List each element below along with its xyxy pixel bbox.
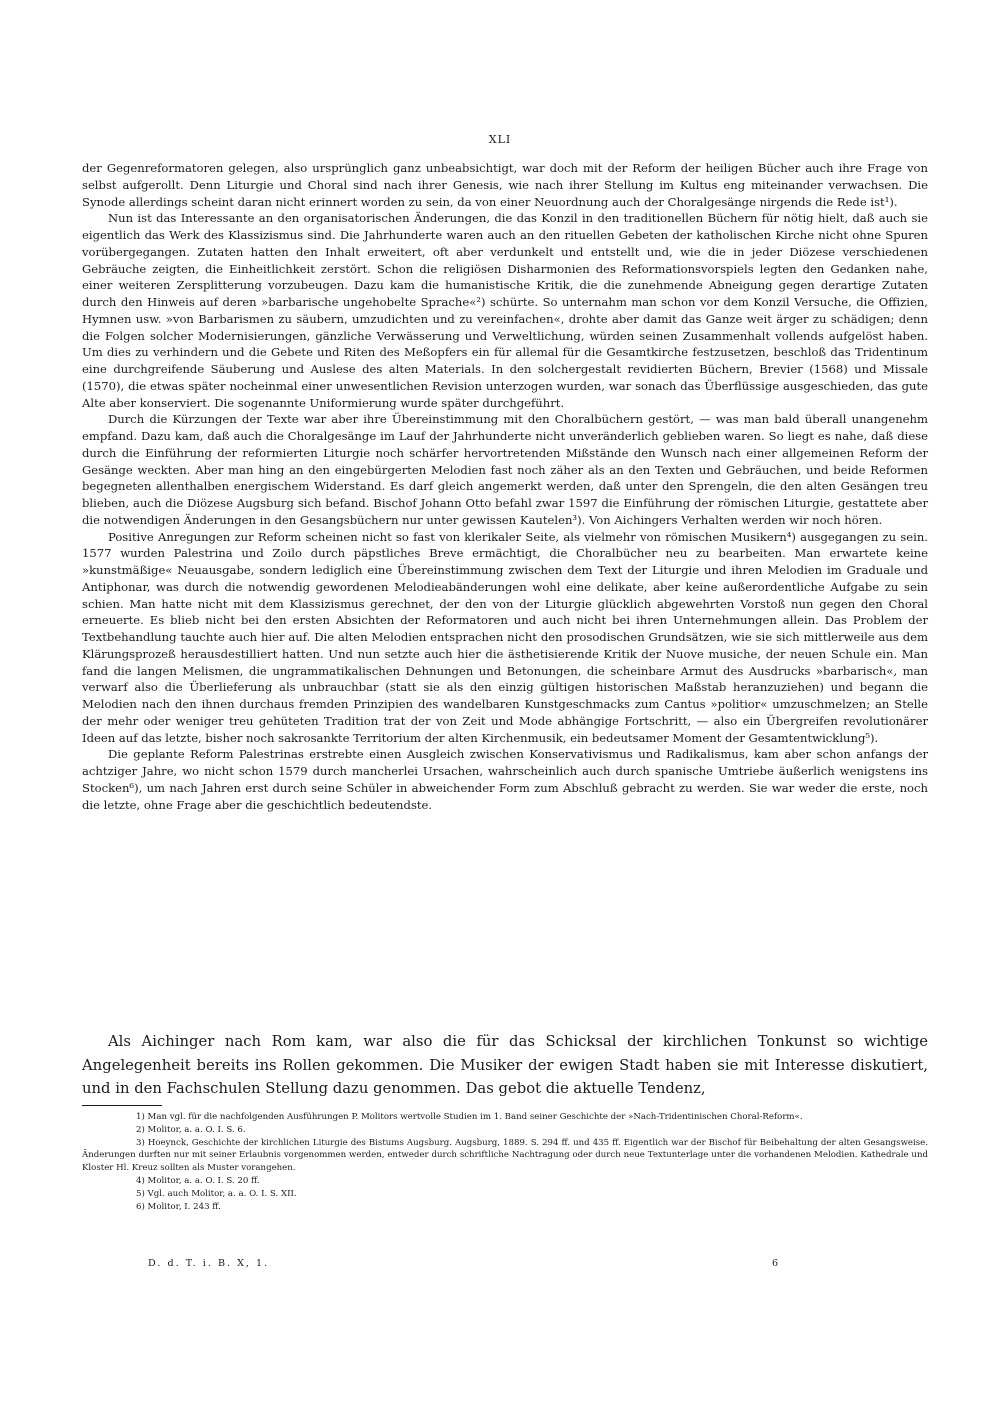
signature-number: 6 [772, 1258, 779, 1269]
page-number: XLI [488, 133, 512, 146]
paragraph-4: Positive Anregungen zur Reform scheinen nicht so fast von klerikaler Seite, als vielmehr von römischen Musikern⁴) ausgegangen zu sein. 1577 wurden Palestrina und Zoilo durch päpstliches Breve ermächtigt, die Choralbücher neu zu bearbeiten. Man erwartete keine »kunstmäßige« Neuausgabe, sondern lediglich eine Übereinstimmung zwischen dem Text der Liturgie und ihren Melodien im Graduale und Antiphonar, was durch die notwendig gewordenen Melodieabänderungen wohl eine delikate, aber keine außerordentliche Aufgabe zu sein schien. Man hatte nicht mit dem Klassizismus gerechnet, der den von der Liturgie glücklich abgewehrten Vorstoß nun gegen den Choral erneuerte. Es blieb nicht bei den ersten Absichten der Reformatoren und auch nicht bei ihren Unternehmungen allein. Das Problem der Textbehandlung tauchte auch hier auf. Die alten Melodien entsprachen nicht den prosodischen Grundsätzen, wie sie sich mittlerweile aus dem Klärungsprozeß herausdestilliert hatten. Und nun setzte auch hier die ästhetisierende Kritik der Nuove musiche, der neuen Schule ein. Man fand die langen Melismen, die ungrammatikalischen Dehnungen und Betonungen, die scheinbare Armut des Ausdrucks »barbarisch«, man verwarf also die Überlieferung als unbrauchbar (statt sie als den einzig gültigen historischen Maßstab heranzuziehen) und begann die Melodien nach den ihnen durchaus fremden Prinzipien des wandelbaren Kunstgeschmacks zum Cantus »politior« umzuschmelzen; an Stelle der mehr oder weniger treu gehüteten Tradition trat der von Zeit und Mode abhängige Fortschritt, — also ein Übergreifen revolutionärer Ideen auf das letzte, bisher noch sakrosankte Territorium der alten Kirchenmusik, ein bedeutsamer Moment der Gesamtentwicklung⁵). [82, 529, 928, 745]
large-paragraph: Als Aichinger nach Rom kam, war also die für das Schicksal der kirchlichen Tonkunst so wichtige Angelegenheit bereits ins Rollen gekommen. Die Musiker der ewigen Stadt haben sie mit Interesse diskutiert, und in den Fachschulen Stellung dazu genommen. Das gebot die aktuelle Tendenz, [82, 1033, 928, 1097]
paragraph-2: Nun ist das Interessante an den organisatorischen Änderungen, die das Konzil in den traditionellen Büchern für nötig hielt, daß auch sie eigentlich das Werk des Klassizismus sind. Die Jahrhunderte waren auch an den rituellen Gebeten der katholischen Kirche nicht ohne Spuren vorübergegangen. Zutaten hatten den Inhalt erweitert, oft aber verdunkelt und entstellt und, wie die in jeder Diözese verschiedenen Gebräuche zeigten, die Einheitlichkeit zerstört. Schon die religiösen Disharmonien des Reformationsvorspiels legten den Gedanken nahe, einer weiteren Zersplitterung vorzubeugen. Dazu kam die humanistische Kritik, die die zunehmende Abneigung gegen derartige Zutaten durch den Hinweis auf deren »barbarische ungehobelte Sprache«²) schürte. So unternahm man schon vor dem Konzil Versuche, die Offizien, Hymnen usw. »von Barbarismen zu säubern, umzudichten und zu vereinfachen«, drohte aber damit das Ganze weit ärger zu schädigen; denn die Folgen solcher Modernisierungen, gänzliche Verwässerung und Verweltlichung, würden seinen Zusammenhalt vollends aufgelöst haben. Um dies zu verhindern und die Gebete und Riten des Meßopfers ein für allemal für die Gesamtkirche festzusetzen, beschloß das Tridentinum eine durchgreifende Säuberung und Auslese des alten Materials. In den solchergestalt revidierten Büchern, Brevier (1568) und Missale (1570), die etwas später nocheinmal einer unwesentlichen Revision unterzogen wurden, war sonach das Überflüssige ausgeschieden, das gute Alte aber konserviert. Die sogenannte Uniformierung wurde später durchgeführt. [82, 211, 928, 410]
footnote-2: 2) Molitor, a. a. O. I. S. 6. [136, 1124, 246, 1135]
main-text [82, 160, 928, 813]
paragraph-1: der Gegenreformatoren gelegen, also ursprünglich ganz unbeabsichtigt, war doch mit der Reform der heiligen Bücher auch ihre Frage von selbst aufgerollt. Denn Liturgie und Choral sind nach ihrer Genesis, wie nach ihrer Stellung im Kultus eng miteinander verwachsen. Die Synode allerdings scheint daran nicht erinnert worden zu sein, da von einer Neuordnung auch der Choralgesänge nirgends die Rede ist¹). [82, 161, 928, 209]
paragraph-5: Die geplante Reform Palestrinas erstrebte einen Ausgleich zwischen Konservativismus und Radikalismus, kam aber schon anfangs der achtziger Jahre, wo nicht schon 1579 durch mancherlei Ursachen, wahrscheinlich auch durch spanische Umtriebe äußerlich wenigstens ins Stocken⁶), um nach Jahren erst durch seine Schüler in abweichender Form zum Abschluß gebracht zu werden. Sie war weder die erste, noch die letzte, ohne Frage aber die geschichtlich bedeutendste. [82, 747, 928, 812]
footnote-4: 4) Molitor, a. a. O. I. S. 20 ff. [136, 1175, 260, 1186]
footnote-1: 1) Man vgl. für die nachfolgenden Ausführungen P. Molitors wertvolle Studien im 1. Band seiner Geschichte der »Nach-Tridentinischen Choral-Reform«. [136, 1112, 803, 1122]
footnotes [82, 1111, 928, 1213]
footnote-6: 6) Molitor, I. 243 ff. [136, 1201, 221, 1212]
printer-signature: D. d. T. i. B. X, 1. [148, 1258, 270, 1269]
footnote-rule [82, 1105, 162, 1106]
footnote-5: 5) Vgl. auch Molitor, a. a. O. I. S. XII. [136, 1188, 297, 1199]
paragraph-3: Durch die Kürzungen der Texte war aber ihre Übereinstimmung mit den Choralbüchern gestört, — was man bald überall unangenehm empfand. Dazu kam, daß auch die Choralgesänge im Lauf der Jahrhunderte nicht unveränderlich geblieben waren. So liegt es nahe, daß diese durch die Einführung der reformierten Liturgie noch schärfer hervortretenden Mißstände den Wunsch nach einer allgemeinen Reform der Gesänge weckten. Aber man hing an den eingebürgerten Melodien fast noch zäher als an den Texten und Gebräuchen, und beide Reformen begegneten allenthalben energischem Widerstand. Es darf gleich angemerkt werden, daß unter den Sprengeln, die den alten Gesängen treu blieben, auch die Diözese Augsburg sich befand. Bischof Johann Otto befahl zwar 1597 die Einführung der römischen Liturgie, gestattete aber die notwendigen Änderungen in den Gesangsbüchern nur unter gewissen Kautelen³). Von Aichingers Verhalten werden wir noch hören. [82, 412, 928, 527]
footnote-3: 3) Hoeynck, Geschichte der kirchlichen Liturgie des Bistums Augsburg. Augsburg, 1889. S. 294 ff. und 435 ff. Eigentlich war der Bischof für Beibehaltung der alten Gesangsweise. Änderungen durften nur mit seiner Erlaubnis vorgenommen werden, entweder durch schriftliche Nachtragung oder durch neue Textunterlage unter die vorhandenen Melodien. Kathedrale und Kloster Hl. Kreuz sollten als Muster vorangehen. [82, 1137, 928, 1174]
